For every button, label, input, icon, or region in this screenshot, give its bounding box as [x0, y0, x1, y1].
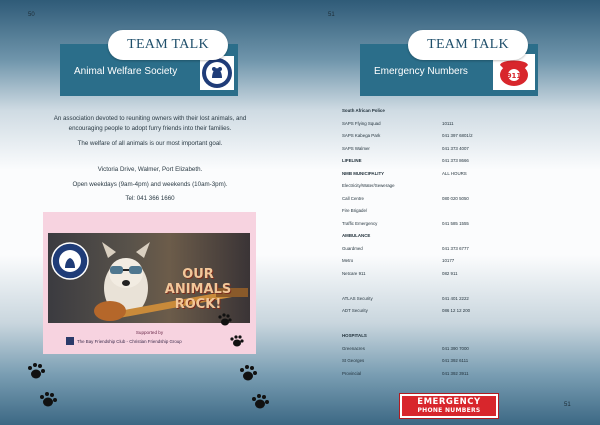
- emergency-label: AMBULANCE: [342, 233, 371, 238]
- emergency-row: [342, 196, 502, 204]
- paw-prints-icon: [24, 360, 66, 412]
- paw-prints-icon: [215, 312, 253, 352]
- emergency-label: HOSPITALS: [342, 333, 367, 338]
- emergency-label: Greenacres: [342, 345, 365, 351]
- banner-title: Emergency Numbers: [374, 66, 468, 77]
- emergency-number: 041 373 4007: [442, 145, 469, 151]
- emergency-row: [342, 296, 502, 304]
- emergency-label: Traffic Emergency: [342, 220, 378, 226]
- emergency-label: SAPS Kabega Park: [342, 133, 381, 138]
- stamp-line1: EMERGENCY: [417, 397, 481, 407]
- svg-text:911: 911: [506, 72, 522, 80]
- emergency-row: [342, 108, 502, 116]
- emergency-label: Call Centre: [342, 195, 364, 201]
- emergency-row: [342, 133, 502, 141]
- emergency-row: [342, 146, 502, 154]
- paw-prints-icon: [236, 362, 278, 414]
- emergency-label: Metro: [342, 258, 354, 263]
- emergency-label: Provincial: [342, 370, 362, 376]
- supported-by-text: Supported by: [135, 330, 164, 335]
- emergency-number: 082 911: [442, 270, 458, 276]
- emergency-number: 041 392 6111: [442, 358, 469, 363]
- emergency-number: 086 12 12 200: [442, 308, 471, 313]
- emergency-row: [342, 258, 502, 266]
- emergency-label: ATLAS Security: [342, 295, 373, 301]
- team-talk-badge: TEAM TALK: [108, 30, 228, 60]
- emergency-label: NMB MUNICIPALITY: [342, 170, 385, 176]
- supporter-text: The Bay Friendship Club - Christian Friendship Group: [77, 339, 182, 344]
- emergency-number: ALL HOURS: [442, 170, 467, 176]
- right-page: [300, 0, 600, 425]
- stamp-line2: PHONE NUMBERS: [417, 407, 481, 414]
- emergency-row: [342, 158, 502, 166]
- emergency-row: [342, 233, 502, 241]
- emergency-row: [342, 308, 502, 316]
- emergency-row: [342, 221, 502, 229]
- emergency-row: [342, 271, 502, 279]
- emergency-row: [342, 183, 502, 191]
- emergency-label: St Georges: [342, 358, 365, 363]
- poster: [43, 212, 256, 354]
- emergency-label: Guardmed: [342, 245, 363, 251]
- motto-text: The welfare of all animals is our most important goal.: [77, 140, 223, 147]
- emergency-row: [342, 346, 502, 354]
- emergency-label: SAPS Walmer: [342, 145, 370, 151]
- emergency-label: Netcare 911: [342, 270, 366, 276]
- dog-guitar-photo: [48, 233, 250, 323]
- emergency-number: 041 397 6801/2: [442, 133, 473, 138]
- emergency-row: [342, 358, 502, 366]
- emergency-label: Electricity/Water/Sewerage: [342, 183, 395, 188]
- emergency-label: Fire Brigade/: [342, 208, 368, 213]
- emergency-row: [342, 246, 502, 254]
- poster-headline-line1: OUR ANIMALS: [164, 267, 232, 297]
- emergency-row: [342, 321, 502, 329]
- emergency-label: SAPS Flying Squad: [342, 120, 381, 126]
- hours-text: Open weekdays (9am-4pm) and weekends (10am-3pm).: [72, 181, 228, 188]
- animal-welfare-logo: [200, 56, 234, 90]
- emergency-number: 10111: [442, 120, 454, 126]
- emergency-number: 041 392 3911: [442, 370, 469, 376]
- poster-headline-line2: ROCK!: [174, 297, 222, 312]
- poster-headline: [150, 267, 246, 312]
- emergency-number: 041 373 6777: [442, 245, 469, 251]
- team-talk-badge: TEAM TALK: [408, 30, 528, 60]
- emergency-label: LIFELINE: [342, 158, 362, 163]
- emergency-number: 10177: [442, 258, 455, 263]
- emergency-number: 041 373 8666: [442, 158, 469, 163]
- emergency-number: 080 020 5050: [442, 195, 469, 201]
- emergency-row: [342, 171, 502, 179]
- emergency-row: [342, 333, 502, 341]
- emergency-number: 041 390 7000: [442, 345, 469, 351]
- emergency-number: 041 401 2222: [442, 295, 469, 301]
- page-number: 51: [328, 12, 335, 18]
- emergency-row: [342, 371, 502, 379]
- friendship-club-logo: [66, 337, 74, 345]
- emergency-row: [342, 283, 502, 291]
- banner-title: Animal Welfare Society: [74, 66, 178, 77]
- emergency-label: South African Police: [342, 108, 385, 113]
- emergency-phone-numbers-stamp: [400, 394, 498, 418]
- intro-text: An association devoted to reuniting owners with their lost animals, and encouraging people to adopt furry friends into their families.: [53, 115, 247, 132]
- emergency-label: ADT Security: [342, 308, 368, 313]
- phone-text: Tel: 041 366 1660: [125, 195, 175, 202]
- emergency-row: [342, 208, 502, 216]
- emergency-row: [342, 121, 502, 129]
- page-number: 50: [28, 12, 35, 18]
- address-text: Victoria Drive, Walmer, Port Elizabeth.: [97, 166, 203, 173]
- page-number: 51: [564, 402, 571, 408]
- emergency-number: 041 585 1555: [442, 220, 469, 226]
